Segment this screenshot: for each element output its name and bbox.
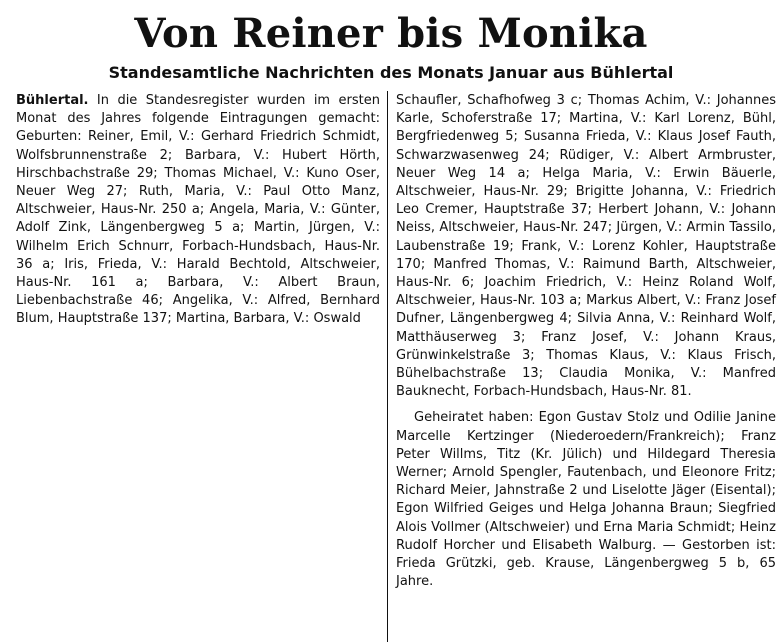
column-divider <box>387 91 388 642</box>
article-subheadline: Standesamtliche Nachrichten des Monats Januar aus Bühlertal <box>108 63 674 82</box>
left-body-text: In die Standesregister wurden im ersten Monat des Jahres folgende Eintragungen gemacht: Geburten: Reiner, Emil, V.: Gerhard Friedrich Schmidt, Wolfsbrunnenstraße 2; Barbara, V.: Hubert Hörth, Hirschbachstraße 29; Thomas Michael, V.: Kuno Oser, Neuer Weg 27; Ruth, Maria, V.: Paul Otto Manz, Altschweier, Haus-Nr. 250 a; Angela, Maria, V.: Günter, Adolf Zink, Längenbergweg 5 a; Martin, Jürgen, V.: Wilhelm Erich Schnurr, Forbach-Hundsbach, Haus-Nr. 36 a; Iris, Frieda, V.: Harald Bechtold, Altschweier, Haus-Nr. 161 a; Barbara, V.: Albert Braun, Liebenbachstraße 46; Angelika, V.: Alfred, Bernhard Blum, Hauptstraße 137; Martina, Barbara, V.: Oswald <box>16 93 380 327</box>
article-headline: Von Reiner bis Monika <box>134 10 648 57</box>
right-column <box>396 92 776 591</box>
left-column <box>16 92 380 329</box>
marriages-deaths-paragraph: Geheiratet haben: Egon Gustav Stolz und Odilie Janine Marcelle Kertzinger (Niederoedern/Frankreich); Franz Peter Willms, Titz (Kr. Jülich) und Hildegard Theresia Werner; Arnold Spengler, Fautenbach, und Eleonore Fritz; Richard Meier, Jahnstraße 2 und Liselotte Jäger (Eisental); Egon Wilfried Geiges und Helga Johanna Braun; Siegfried Alois Vollmer (Altschweier) und Erna Maria Schmidt; Heinz Rudolf Horcher und Elisabeth Walburg. — Gestorben ist: Frieda Grützki, geb. Krause, Längenbergweg 5 b, 65 Jahre. <box>396 410 776 590</box>
left-paragraph <box>16 92 380 329</box>
births-continued-paragraph: Schaufler, Schafhofweg 3 c; Thomas Achim, V.: Johannes Karle, Schoferstraße 17; Martina, V.: Karl Lorenz, Bühl, Bergfriedenweg 5; Susanna Frieda, V.: Klaus Josef Fauth, Schwarzwasenweg 24; Rüdiger, V.: Albert Armbruster, Neuer Weg 14 a; Helga Maria, V.: Erwin Bäuerle, Altschweier, Haus-Nr. 29; Brigitte Johanna, V.: Friedrich Leo Cremer, Hauptstraße 37; Herbert Johann, V.: Johann Neiss, Altschweier, Haus-Nr. 247; Jürgen, V.: Armin Tassilo, Laubenstraße 19; Frank, V.: Lorenz Kohler, Hauptstraße 170; Manfred Thomas, V.: Raimund Barth, Altschweier, Haus-Nr. 6; Joachim Friedrich, V.: Heinz Roland Wolf, Altschweier, Haus-Nr. 103 a; Markus Albert, V.: Franz Josef Dufner, Längenbergweg 4; Silvia Anna, V.: Reinhard Wolf, Matthäuserweg 3; Franz Josef, V.: Johann Kraus, Grünwinkelstraße 3; Thomas Klaus, V.: Klaus Frisch, Bühelbachstraße 13; Claudia Monika, V.: Manfred Bauknecht, Forbach-Hundsbach, Haus-Nr. 81. <box>396 93 776 400</box>
dateline: Bühlertal. <box>16 93 89 108</box>
